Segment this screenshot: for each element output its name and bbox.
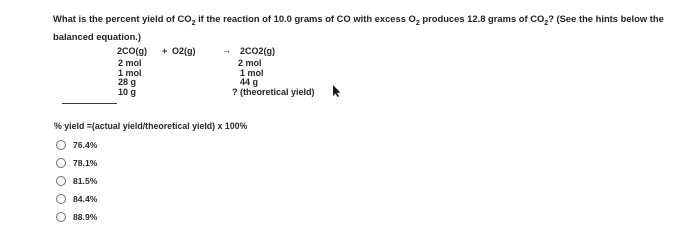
product-hint-1: 2 mol bbox=[238, 58, 262, 68]
option-81-5[interactable] bbox=[56, 172, 97, 190]
radio-button[interactable] bbox=[56, 212, 66, 222]
question-sub1: 2 bbox=[191, 19, 196, 27]
equation-reactant-o2: O2(g) bbox=[172, 46, 196, 56]
reactant-hint-4: 10 g bbox=[118, 86, 137, 97]
reactant-hint-1: 2 mol bbox=[118, 58, 142, 68]
question-sub2: 2 bbox=[415, 19, 420, 27]
question-sub3: 2 bbox=[544, 19, 549, 27]
option-label: 81.5% bbox=[73, 176, 98, 186]
question-text-part3: produces 12.8 grams of CO bbox=[419, 13, 545, 24]
option-label: 84.4% bbox=[73, 194, 98, 204]
mouse-cursor-icon bbox=[330, 84, 342, 98]
question-text-part1: What is the percent yield of CO bbox=[53, 13, 192, 24]
reactant-hint-3: 28 g bbox=[118, 77, 137, 88]
product-hints bbox=[232, 59, 315, 97]
radio-button[interactable] bbox=[56, 176, 66, 186]
underline-rule bbox=[62, 103, 117, 104]
percent-yield-formula: % yield =(actual yield/theoretical yield) x 100% bbox=[54, 121, 248, 131]
equation-product-co2: 2CO2(g) bbox=[240, 46, 276, 56]
question-text bbox=[53, 12, 683, 43]
option-78-1[interactable] bbox=[56, 154, 97, 172]
equation-arrow: → bbox=[222, 45, 231, 55]
product-hint-3: 44 g bbox=[240, 77, 259, 88]
product-hint-2: 1 mol bbox=[240, 67, 264, 78]
radio-button[interactable] bbox=[56, 158, 66, 168]
question-text-part4: ? (See the hints below the balanced equation.) bbox=[53, 13, 664, 42]
reactant-hint-2: 1 mol bbox=[118, 67, 142, 78]
option-76-4[interactable] bbox=[56, 136, 97, 154]
option-88-9[interactable] bbox=[56, 208, 97, 226]
equation-reactant-co: 2CO(g) bbox=[117, 46, 147, 56]
option-label: 88.9% bbox=[73, 212, 98, 222]
option-label: 78.1% bbox=[73, 158, 98, 168]
radio-button[interactable] bbox=[56, 140, 66, 150]
product-hint-4: ? (theoretical yield) bbox=[232, 86, 315, 97]
radio-button[interactable] bbox=[56, 194, 66, 204]
equation-plus: + bbox=[162, 46, 168, 56]
option-84-4[interactable] bbox=[56, 190, 97, 208]
question-text-part2: if the reaction of 10.0 grams of CO with excess O bbox=[195, 13, 416, 24]
option-label: 76.4% bbox=[73, 140, 98, 150]
answer-options bbox=[56, 136, 97, 226]
reactant-hints bbox=[118, 59, 142, 97]
